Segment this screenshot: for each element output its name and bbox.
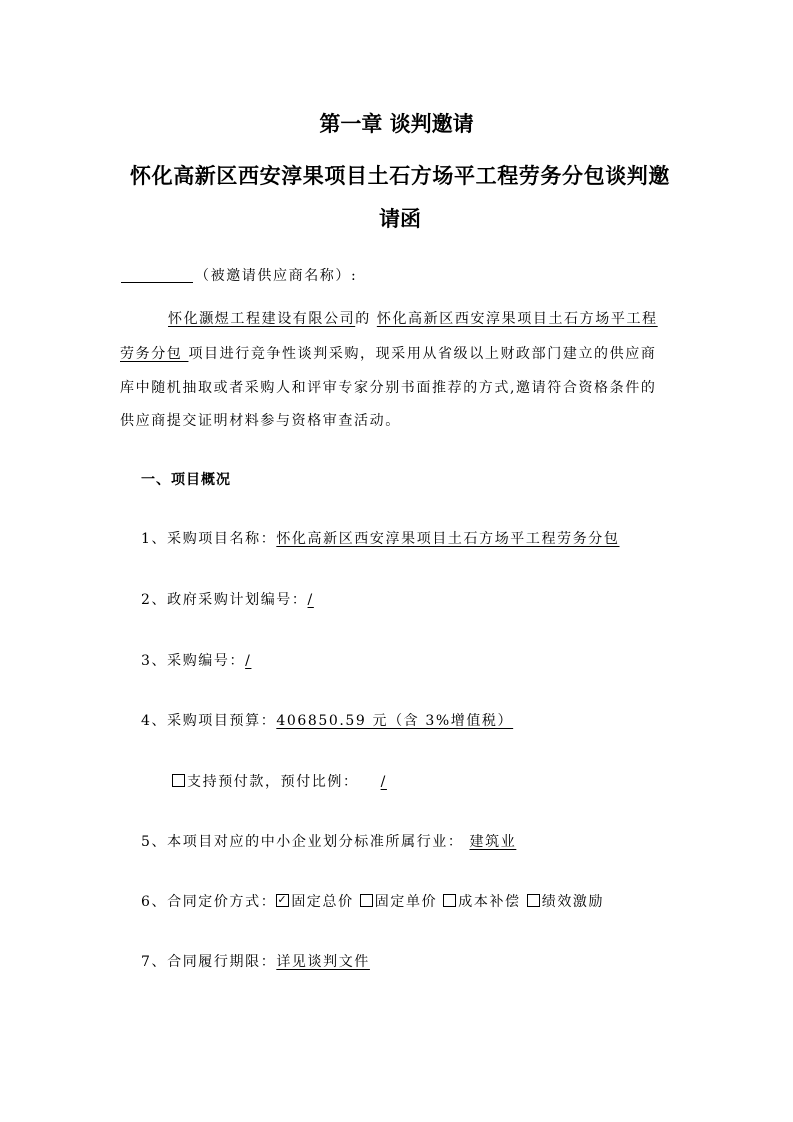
addressee-line xyxy=(121,265,357,285)
intro-project-name-1: 怀化高新区西安淳果项目土石方场平工程 xyxy=(376,311,658,327)
prepay-checkbox[interactable] xyxy=(172,774,185,787)
letter-title-line1: 怀化高新区西安淳果项目土石方场平工程劳务分包谈判邀 xyxy=(130,164,670,188)
intro-rest-line2: 项目进行竞争性谈判采购，现采用从省级以上财政部门建立的供应商 xyxy=(188,346,657,362)
item2-label: 2、政府采购计划编号： xyxy=(141,592,308,608)
item6-label: 6、合同定价方式： xyxy=(141,894,277,910)
item4-value: 406850.59 元（含 3%增值税） xyxy=(276,713,514,729)
overview-item-1 xyxy=(141,528,620,548)
intro-de: 的 xyxy=(355,311,377,327)
overview-item-6 xyxy=(141,891,604,911)
item5-label: 5、本项目对应的中小企业划分标准所属行业： xyxy=(141,834,464,850)
intro-project-name-2: 劳务分包 xyxy=(120,346,189,362)
intro-paragraph-3: 库中随机抽取或者采购人和评审专家分别书面推荐的方式,邀请符合资格条件的 xyxy=(120,380,657,396)
item1-value: 怀化高新区西安淳果项目土石方场平工程劳务分包 xyxy=(276,531,620,547)
overview-item-2 xyxy=(141,589,314,609)
item3-label: 3、采购编号： xyxy=(141,653,246,669)
chapter-title: 第一章 谈判邀请 xyxy=(319,112,474,136)
prepay-line xyxy=(172,771,409,791)
checkbox-icon[interactable] xyxy=(443,894,456,907)
item4-label: 4、采购项目预算： xyxy=(141,713,277,729)
item2-value: / xyxy=(307,592,314,608)
checked-box-icon[interactable] xyxy=(276,894,289,907)
pricing-option-fixed-total[interactable]: ✓ 固定总价 xyxy=(276,894,353,910)
item5-value: 建筑业 xyxy=(469,834,517,850)
checkbox-icon[interactable] xyxy=(527,894,540,907)
item1-label: 1、采购项目名称： xyxy=(141,531,277,547)
intro-company: 怀化灏煜工程建设有限公司 xyxy=(168,311,356,327)
prepay-label: 支持预付款，预付比例： xyxy=(187,774,359,790)
overview-item-4 xyxy=(141,710,513,730)
pricing-option-cost-compensation[interactable]: 成本补偿 xyxy=(443,894,520,910)
overview-item-7 xyxy=(141,951,370,971)
letter-title-line2: 请函 xyxy=(379,207,421,231)
intro-paragraph-4: 供应商提交证明材料参与资格审查活动。 xyxy=(120,413,401,429)
item3-value: / xyxy=(245,653,252,669)
intro-paragraph-2 xyxy=(120,341,680,367)
pricing-option-performance-incentive[interactable]: 绩效激励 xyxy=(527,894,604,910)
checkbox-icon[interactable] xyxy=(360,894,373,907)
addressee-blank xyxy=(121,267,193,283)
item7-label: 7、合同履行期限： xyxy=(141,954,277,970)
pricing-option-fixed-unit[interactable]: 固定单价 xyxy=(360,894,437,910)
prepay-value: / xyxy=(380,774,387,790)
item7-value: 详见谈判文件 xyxy=(276,954,370,970)
overview-item-3 xyxy=(141,650,251,670)
addressee-suffix: （被邀请供应商名称）: xyxy=(195,268,358,284)
overview-item-5 xyxy=(141,831,522,851)
intro-paragraph-1 xyxy=(120,306,680,332)
overview-heading: 一、项目概况 xyxy=(141,472,231,488)
